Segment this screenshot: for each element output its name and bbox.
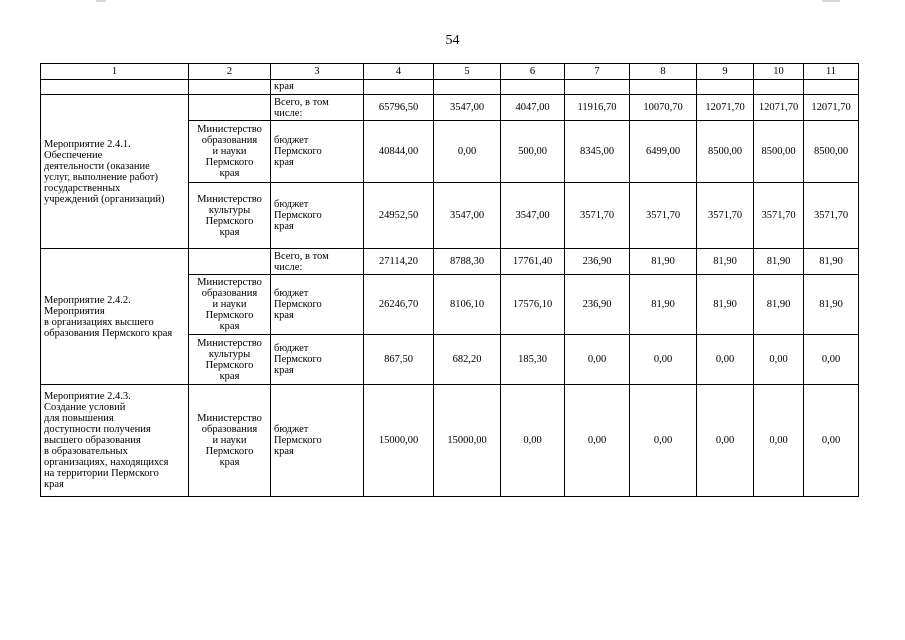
amount-cell: 0,00 — [630, 385, 697, 497]
column-header: 6 — [501, 64, 565, 80]
amount-cell: 236,90 — [565, 249, 630, 275]
amount-cell: 236,90 — [565, 275, 630, 335]
amount-cell: 81,90 — [754, 275, 804, 335]
empty-cell — [434, 80, 501, 95]
amount-cell: 3571,70 — [565, 183, 630, 249]
empty-cell — [630, 80, 697, 95]
amount-cell: 12071,70 — [754, 95, 804, 121]
amount-cell: 4047,00 — [501, 95, 565, 121]
amount-cell: 3547,00 — [501, 183, 565, 249]
amount-cell: 8500,00 — [697, 121, 754, 183]
amount-cell: 15000,00 — [364, 385, 434, 497]
column-header: 3 — [271, 64, 364, 80]
amount-cell: 0,00 — [501, 385, 565, 497]
amount-cell: 17761,40 — [501, 249, 565, 275]
ministry-name: Министерство образования и науки Пермского края — [189, 275, 271, 335]
empty-cell — [41, 80, 189, 95]
amount-cell: 17576,10 — [501, 275, 565, 335]
amount-cell: 8345,00 — [565, 121, 630, 183]
amount-cell: 0,00 — [565, 335, 630, 385]
amount-cell: 6499,00 — [630, 121, 697, 183]
amount-cell: 0,00 — [804, 335, 859, 385]
amount-cell: 8106,10 — [434, 275, 501, 335]
empty-cell — [754, 80, 804, 95]
table-body — [41, 80, 859, 497]
amount-cell: 867,50 — [364, 335, 434, 385]
empty-cell — [364, 80, 434, 95]
amount-cell: 8500,00 — [804, 121, 859, 183]
empty-cell — [189, 95, 271, 121]
amount-cell: 81,90 — [804, 275, 859, 335]
amount-cell: 12071,70 — [697, 95, 754, 121]
table-row — [41, 95, 859, 121]
amount-cell: 8788,30 — [434, 249, 501, 275]
funding-source: бюджет Пермского края — [271, 335, 364, 385]
amount-cell: 81,90 — [697, 249, 754, 275]
amount-cell: 0,00 — [754, 335, 804, 385]
empty-cell — [565, 80, 630, 95]
column-header: 5 — [434, 64, 501, 80]
column-header: 10 — [754, 64, 804, 80]
empty-cell — [189, 80, 271, 95]
amount-cell: 40844,00 — [364, 121, 434, 183]
amount-cell: 0,00 — [434, 121, 501, 183]
amount-cell: 3547,00 — [434, 95, 501, 121]
amount-cell: 81,90 — [630, 275, 697, 335]
funding-source: бюджет Пермского края — [271, 183, 364, 249]
ministry-name: Министерство образования и науки Пермского края — [189, 121, 271, 183]
amount-cell: 0,00 — [697, 335, 754, 385]
column-header: 4 — [364, 64, 434, 80]
column-header: 9 — [697, 64, 754, 80]
funding-source: Всего, в том числе: — [271, 249, 364, 275]
table-row — [41, 249, 859, 275]
amount-cell: 3571,70 — [804, 183, 859, 249]
amount-cell: 500,00 — [501, 121, 565, 183]
amount-cell: 12071,70 — [804, 95, 859, 121]
amount-cell: 11916,70 — [565, 95, 630, 121]
empty-cell — [189, 249, 271, 275]
event-name: Мероприятие 2.4.1. Обеспечение деятельности (оказание услуг, выполнение работ) государственных учреждений (организаций) — [41, 95, 189, 249]
page-number: 54 — [445, 33, 460, 48]
amount-cell: 3571,70 — [630, 183, 697, 249]
funding-source: Всего, в том числе: — [271, 95, 364, 121]
amount-cell: 0,00 — [754, 385, 804, 497]
amount-cell: 24952,50 — [364, 183, 434, 249]
event-name: Мероприятие 2.4.2. Мероприятия в организациях высшего образования Пермского края — [41, 249, 189, 385]
table-row — [41, 385, 859, 497]
amount-cell: 15000,00 — [434, 385, 501, 497]
amount-cell: 0,00 — [804, 385, 859, 497]
empty-cell — [804, 80, 859, 95]
amount-cell: 81,90 — [754, 249, 804, 275]
amount-cell: 0,00 — [697, 385, 754, 497]
amount-cell: 26246,70 — [364, 275, 434, 335]
ministry-name: Министерство культуры Пермского края — [189, 183, 271, 249]
amount-cell: 682,20 — [434, 335, 501, 385]
amount-cell: 81,90 — [804, 249, 859, 275]
column-header: 8 — [630, 64, 697, 80]
amount-cell: 10070,70 — [630, 95, 697, 121]
amount-cell: 0,00 — [565, 385, 630, 497]
funding-source: бюджет Пермского края — [271, 121, 364, 183]
empty-cell — [501, 80, 565, 95]
amount-cell: 65796,50 — [364, 95, 434, 121]
ministry-name: Министерство культуры Пермского края — [189, 335, 271, 385]
empty-cell — [697, 80, 754, 95]
column-header: 7 — [565, 64, 630, 80]
column-header: 1 — [41, 64, 189, 80]
amount-cell: 3547,00 — [434, 183, 501, 249]
funding-source: бюджет Пермского края — [271, 385, 364, 497]
funding-source: края — [271, 80, 364, 95]
scan-mark — [96, 0, 106, 2]
scan-mark — [822, 0, 840, 2]
header-row — [41, 64, 859, 80]
event-name: Мероприятие 2.4.3. Создание условий для повышения доступности получения высшего образования в образовательных организациях, находящихся на территории Пермского края — [41, 385, 189, 497]
table-row — [41, 80, 859, 95]
amount-cell: 27114,20 — [364, 249, 434, 275]
amount-cell: 3571,70 — [754, 183, 804, 249]
budget-table — [40, 63, 859, 497]
column-header: 11 — [804, 64, 859, 80]
amount-cell: 0,00 — [630, 335, 697, 385]
funding-source: бюджет Пермского края — [271, 275, 364, 335]
amount-cell: 3571,70 — [697, 183, 754, 249]
amount-cell: 8500,00 — [754, 121, 804, 183]
amount-cell: 81,90 — [697, 275, 754, 335]
ministry-name: Министерство образования и науки Пермского края — [189, 385, 271, 497]
amount-cell: 185,30 — [501, 335, 565, 385]
amount-cell: 81,90 — [630, 249, 697, 275]
column-header: 2 — [189, 64, 271, 80]
